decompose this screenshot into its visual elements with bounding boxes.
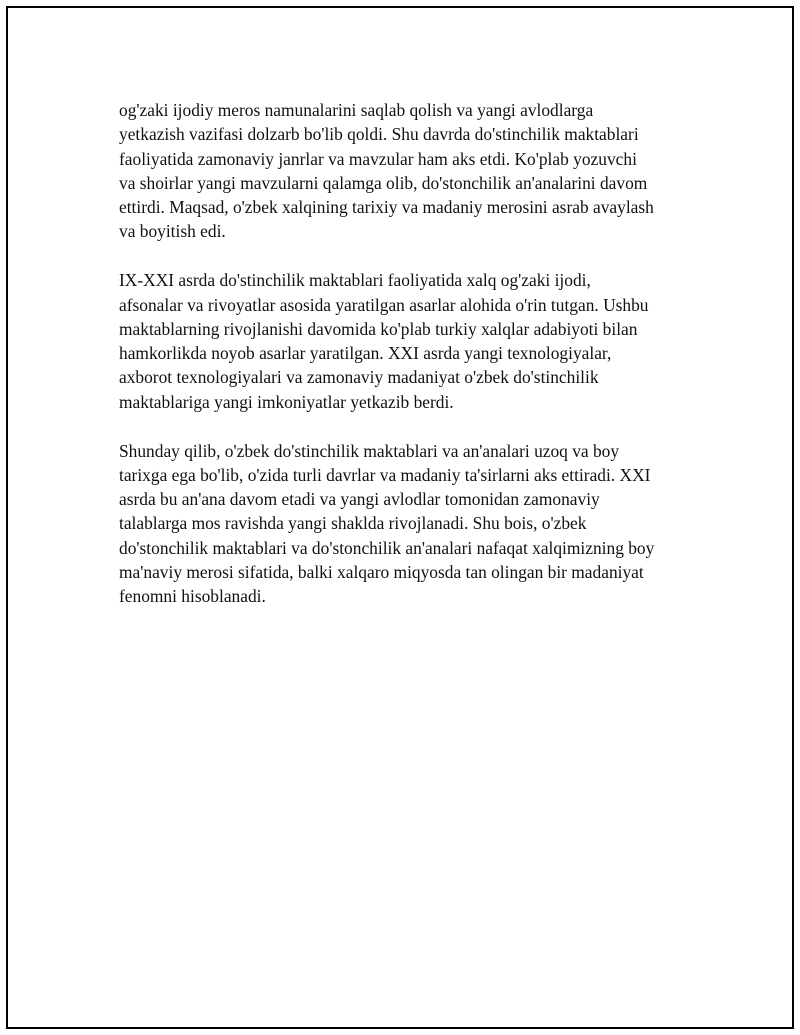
document-page — [6, 6, 794, 1029]
paragraph: IX-XXI asrda do'stinchilik maktablari faoliyatida xalq og'zaki ijodi, afsonalar va rivoyatlar asosida yaratilgan asarlar alohida o'rin tutgan. Ushbu maktablarning rivojlanishi davomida ko'plab turkiy xalqlar adabiyoti bilan hamkorlikda noyob asarlar yaratilgan. XXI asrda yangi texnologiyalar, axborot texnologiyalari va zamonaviy madaniyat o'zbek do'stinchilik maktablariga yangi imkoniyatlar yetkazib berdi. — [119, 270, 649, 412]
document-body — [119, 98, 699, 633]
paragraph: Shunday qilib, o'zbek do'stinchilik maktablari va an'analari uzoq va boy tarixga ega bo'lib, o'zida turli davrlar va madaniy ta'sirlarni aks ettiradi. XXI asrda bu an'ana davom etadi va yangi avlodlar tomonidan zamonaviy talablarga mos ravishda yangi shaklda rivojlanadi. Shu bois, o'zbek do'stonchilik maktablari va do'stonchilik an'analari nafaqat xalqimizning boy ma'naviy merosi sifatida, balki xalqaro miqyosda tan olingan bir madaniyat fenomni hisoblanadi. — [119, 440, 655, 607]
paragraph: og'zaki ijodiy meros namunalarini saqlab qolish va yangi avlodlarga yetkazish vazifasi dolzarb bo'lib qoldi. Shu davrda do'stinchilik maktablari faoliyatida zamonaviy janrlar va mavzular ham aks etdi. Ko'plab yozuvchi va shoirlar yangi mavzularni qalamga olib, do'stonchilik an'analarini davom ettirdi. Maqsad, o'zbek xalqining tarixiy va madaniy merosini asrab avaylash va boyitish edi. — [119, 100, 654, 242]
